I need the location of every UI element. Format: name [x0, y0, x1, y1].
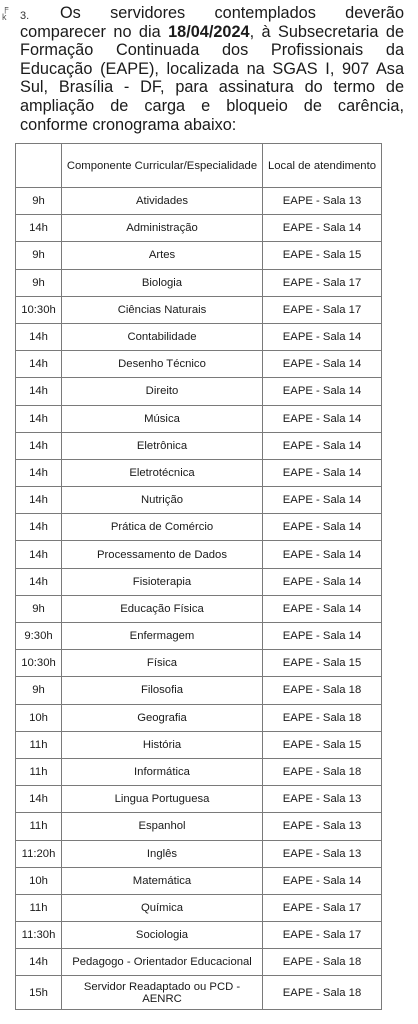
cell-component: Espanhol — [62, 813, 263, 840]
cell-time: 10h — [16, 867, 62, 894]
cell-component: Química — [62, 894, 263, 921]
table-body — [16, 188, 382, 1010]
cell-component: Artes — [62, 242, 263, 269]
cell-component: Geografia — [62, 704, 263, 731]
cell-component: Matemática — [62, 867, 263, 894]
cell-location: EAPE - Sala 17 — [263, 296, 382, 323]
cell-component: Lingua Portuguesa — [62, 786, 263, 813]
instruction-paragraph — [20, 4, 404, 134]
table-row — [16, 215, 382, 242]
cell-location: EAPE - Sala 15 — [263, 650, 382, 677]
cell-location: EAPE - Sala 14 — [263, 378, 382, 405]
cell-component: Biologia — [62, 269, 263, 296]
cell-time: 14h — [16, 215, 62, 242]
table-row — [16, 296, 382, 323]
cell-location: EAPE - Sala 13 — [263, 188, 382, 215]
cell-component: Atividades — [62, 188, 263, 215]
cell-location: EAPE - Sala 14 — [263, 432, 382, 459]
item-number: 3. — [20, 10, 30, 22]
cell-component: Enfermagem — [62, 623, 263, 650]
cell-time: 9h — [16, 188, 62, 215]
cell-time: 10:30h — [16, 650, 62, 677]
table-row — [16, 650, 382, 677]
cell-time: 14h — [16, 541, 62, 568]
table-row — [16, 351, 382, 378]
cell-component: Eletrotécnica — [62, 459, 263, 486]
appointment-date: 18/04/2024 — [168, 22, 250, 41]
cell-time: 11:20h — [16, 840, 62, 867]
cell-time: 14h — [16, 514, 62, 541]
table-row — [16, 867, 382, 894]
cell-location: EAPE - Sala 14 — [263, 323, 382, 350]
cell-location: EAPE - Sala 14 — [263, 405, 382, 432]
paragraph-text-before: Os servidores contemplados deverão comparecer no dia — [20, 4, 404, 41]
table-row — [16, 949, 382, 976]
cell-component: Direito — [62, 378, 263, 405]
cell-time: 14h — [16, 786, 62, 813]
cell-component: Sociologia — [62, 922, 263, 949]
cell-time: 15h — [16, 976, 62, 1010]
cell-location: EAPE - Sala 15 — [263, 731, 382, 758]
cell-time: 9h — [16, 595, 62, 622]
table-row — [16, 405, 382, 432]
cell-location: EAPE - Sala 14 — [263, 568, 382, 595]
table-row — [16, 758, 382, 785]
cell-location: EAPE - Sala 14 — [263, 487, 382, 514]
cell-component: História — [62, 731, 263, 758]
table-row — [16, 704, 382, 731]
header-component: Componente Curricular/Especialidade — [62, 144, 263, 188]
table-row — [16, 922, 382, 949]
cell-location: EAPE - Sala 13 — [263, 813, 382, 840]
cell-location: EAPE - Sala 14 — [263, 459, 382, 486]
cell-component: Nutrição — [62, 487, 263, 514]
cell-time: 10h — [16, 704, 62, 731]
table-row — [16, 677, 382, 704]
cell-location: EAPE - Sala 14 — [263, 541, 382, 568]
cell-time: 14h — [16, 323, 62, 350]
cell-time: 14h — [16, 432, 62, 459]
table-row — [16, 378, 382, 405]
table-header-row — [16, 144, 382, 188]
cell-time: 11h — [16, 894, 62, 921]
table-row — [16, 894, 382, 921]
table-row — [16, 487, 382, 514]
cell-time: 14h — [16, 405, 62, 432]
table-row — [16, 541, 382, 568]
cell-component: Informática — [62, 758, 263, 785]
cell-component: Processamento de Dados — [62, 541, 263, 568]
table-row — [16, 432, 382, 459]
table-row — [16, 786, 382, 813]
cell-component: Prática de Comércio — [62, 514, 263, 541]
cell-location: EAPE - Sala 14 — [263, 215, 382, 242]
cell-time: 9h — [16, 677, 62, 704]
cell-time: 14h — [16, 378, 62, 405]
cell-component: Física — [62, 650, 263, 677]
cell-location: EAPE - Sala 14 — [263, 351, 382, 378]
cell-component: Administração — [62, 215, 263, 242]
cell-component: Eletrônica — [62, 432, 263, 459]
table-row — [16, 514, 382, 541]
cell-time: 14h — [16, 949, 62, 976]
table-row — [16, 323, 382, 350]
table-row — [16, 813, 382, 840]
table-row — [16, 976, 382, 1010]
cell-location: EAPE - Sala 14 — [263, 867, 382, 894]
cell-location: EAPE - Sala 14 — [263, 623, 382, 650]
cell-time: 9h — [16, 242, 62, 269]
cell-time: 14h — [16, 487, 62, 514]
cell-location: EAPE - Sala 18 — [263, 758, 382, 785]
cell-location: EAPE - Sala 13 — [263, 786, 382, 813]
table-row — [16, 242, 382, 269]
table-row — [16, 269, 382, 296]
cell-component: Contabilidade — [62, 323, 263, 350]
cell-time: 11h — [16, 813, 62, 840]
cell-location: EAPE - Sala 18 — [263, 949, 382, 976]
cell-component: Ciências Naturais — [62, 296, 263, 323]
cell-time: 14h — [16, 459, 62, 486]
cell-location: EAPE - Sala 14 — [263, 514, 382, 541]
cell-location: EAPE - Sala 18 — [263, 704, 382, 731]
cell-component: Fisioterapia — [62, 568, 263, 595]
table-row — [16, 840, 382, 867]
cell-component: Educação Física — [62, 595, 263, 622]
cell-time: 10:30h — [16, 296, 62, 323]
cell-location: EAPE - Sala 17 — [263, 269, 382, 296]
cell-location: EAPE - Sala 18 — [263, 976, 382, 1010]
cell-time: 11:30h — [16, 922, 62, 949]
table-row — [16, 568, 382, 595]
schedule-table — [15, 143, 382, 1010]
paragraph-text-after: , à Subsecretaria de Formação Continuada dos Profissionais da Educação (EAPE), localizada na SGAS I, 907 Asa Sul, Brasília - DF, para assinatura do termo de ampliação de carga e bloqueio de carência, conforme cronograma abaixo: — [20, 22, 404, 134]
cell-location: EAPE - Sala 14 — [263, 595, 382, 622]
cell-time: 14h — [16, 351, 62, 378]
cell-location: EAPE - Sala 18 — [263, 677, 382, 704]
cell-component: Pedagogo - Orientador Educacional — [62, 949, 263, 976]
header-location: Local de atendimento — [263, 144, 382, 188]
table-row — [16, 188, 382, 215]
cell-time: 11h — [16, 758, 62, 785]
table-row — [16, 623, 382, 650]
cell-component: Desenho Técnico — [62, 351, 263, 378]
table-row — [16, 459, 382, 486]
cell-time: 9:30h — [16, 623, 62, 650]
cell-time: 9h — [16, 269, 62, 296]
cell-location: EAPE - Sala 17 — [263, 894, 382, 921]
cell-component: Servidor Readaptado ou PCD - AENRC — [62, 976, 263, 1010]
cell-component: Inglês — [62, 840, 263, 867]
table-row — [16, 731, 382, 758]
cell-location: EAPE - Sala 13 — [263, 840, 382, 867]
cell-time: 11h — [16, 731, 62, 758]
cell-location: EAPE - Sala 17 — [263, 922, 382, 949]
page-edge-marker: ╒ k — [2, 3, 9, 22]
cell-component: Música — [62, 405, 263, 432]
table-row — [16, 595, 382, 622]
cell-time: 14h — [16, 568, 62, 595]
cell-component: Filosofia — [62, 677, 263, 704]
cell-location: EAPE - Sala 15 — [263, 242, 382, 269]
header-time — [16, 144, 62, 188]
